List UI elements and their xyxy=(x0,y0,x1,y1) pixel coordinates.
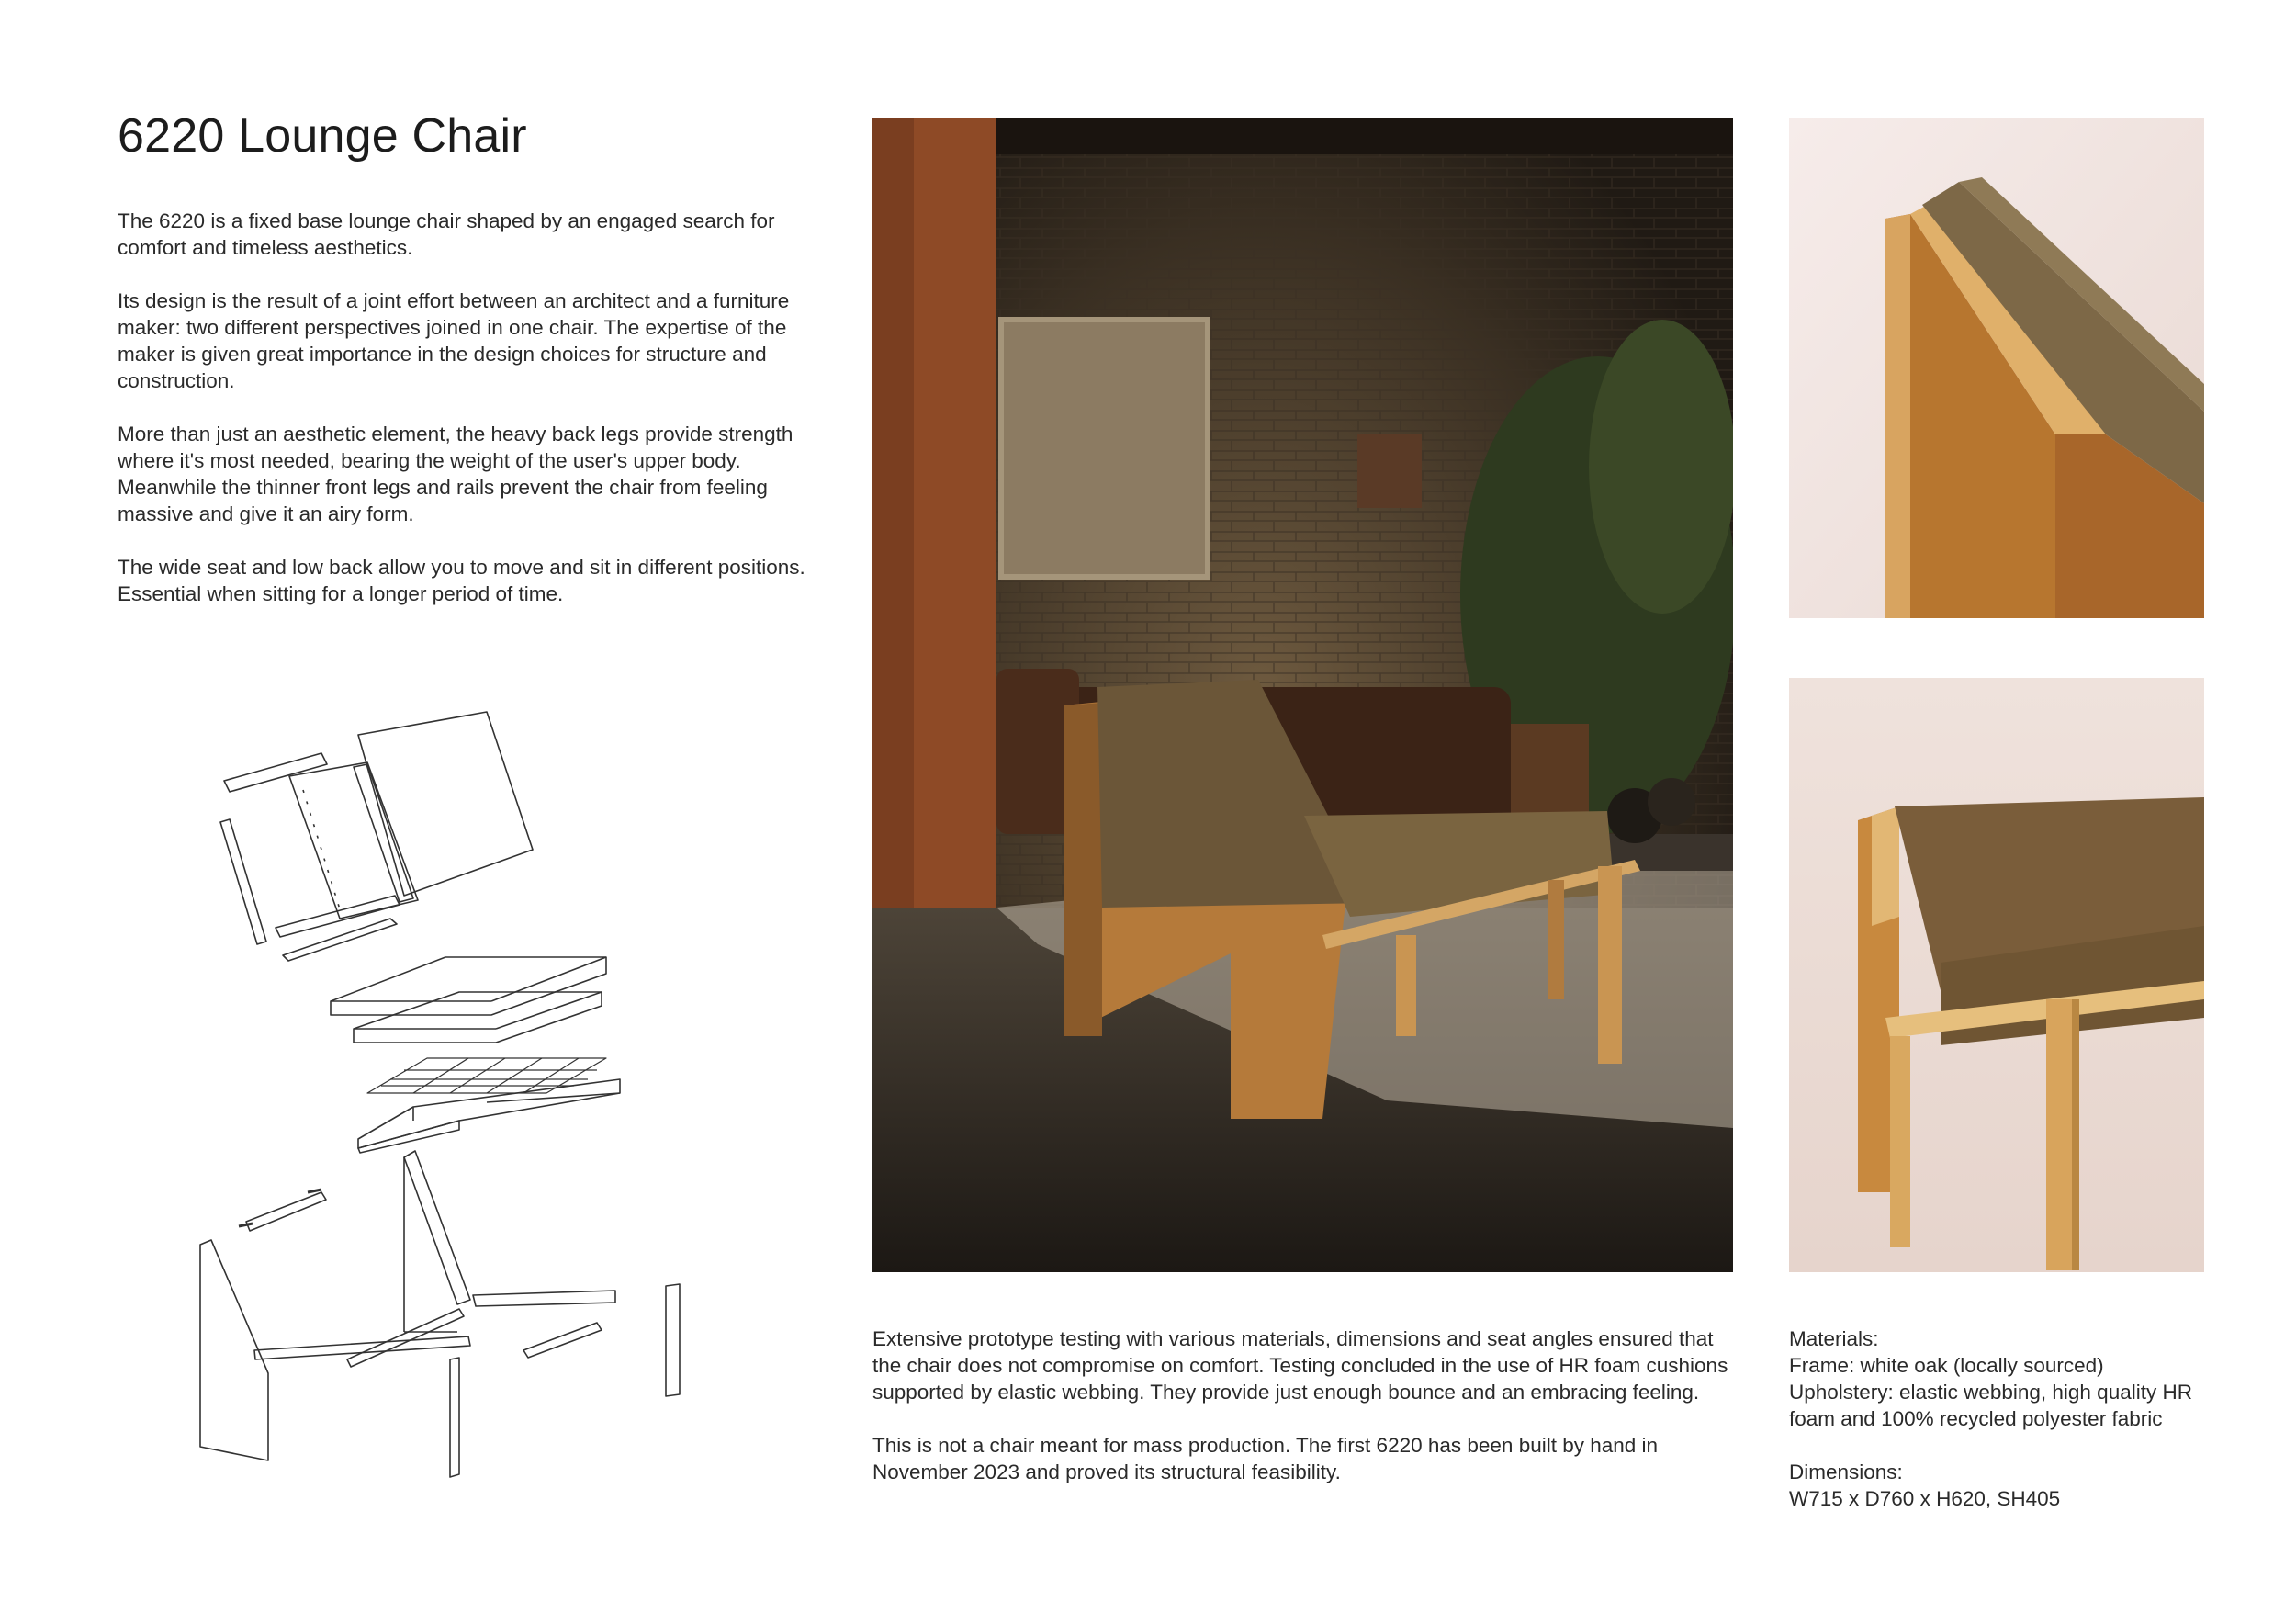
intro-paragraph: The 6220 is a fixed base lounge chair shaped by an engaged search for comfort and timeless aesthetics. xyxy=(118,209,775,259)
materials-upholstery: Upholstery: elastic webbing, high quality HR foam and 100% recycled polyester fabric xyxy=(1789,1381,2192,1430)
testing-caption xyxy=(872,1325,1736,1512)
back-cushion-drawing xyxy=(220,712,533,961)
testing-paragraph: Extensive prototype testing with various materials, dimensions and seat angles ensured that the chair does not compromise on comfort. Testing concluded in the use of HR foam cushions supported by elastic webbing. They provide just enough bounce and an embracing feeling. xyxy=(872,1327,1728,1404)
dimensions-heading: Dimensions: xyxy=(1789,1460,1903,1483)
seat-frame-drawing xyxy=(358,1079,620,1153)
materials-heading: Materials: xyxy=(1789,1327,1879,1350)
exploded-view-diagram xyxy=(184,689,726,1497)
intro-paragraph: More than just an aesthetic element, the heavy back legs provide strength where it's most needed, bearing the weight of the user's upper body. Meanwhile the thinner front legs and rails prevent the chair from feeling massive and give it an airy form. xyxy=(118,423,793,525)
intro-paragraph: The wide seat and low back allow you to move and sit in different positions. Essential when sitting for a longer period of time. xyxy=(118,556,805,605)
dimensions-value: W715 x D760 x H620, SH405 xyxy=(1789,1487,2061,1510)
frame-legs-drawing xyxy=(200,1151,680,1477)
webbing-drawing xyxy=(367,1058,606,1093)
testing-paragraph: This is not a chair meant for mass production. The first 6220 has been built by hand in November 2023 and proved its structural feasibility. xyxy=(872,1434,1659,1483)
intro-text xyxy=(118,208,825,634)
spacer xyxy=(1789,1432,2212,1459)
seat-cushion-drawing xyxy=(331,957,606,1043)
specs-caption xyxy=(1789,1325,2212,1512)
main-photo-lounge-chair-in-room xyxy=(872,118,1733,1272)
page-title: 6220 Lounge Chair xyxy=(118,109,527,163)
materials-frame: Frame: white oak (locally sourced) xyxy=(1789,1354,2104,1377)
detail-photo-back-cushion xyxy=(1789,118,2204,618)
detail-photo-seat-and-legs xyxy=(1789,678,2204,1272)
intro-paragraph: Its design is the result of a joint effort between an architect and a furniture maker: two different perspectives joined in one chair. The expertise of the maker is given great importance in the design choices for structure and construction. xyxy=(118,289,790,392)
